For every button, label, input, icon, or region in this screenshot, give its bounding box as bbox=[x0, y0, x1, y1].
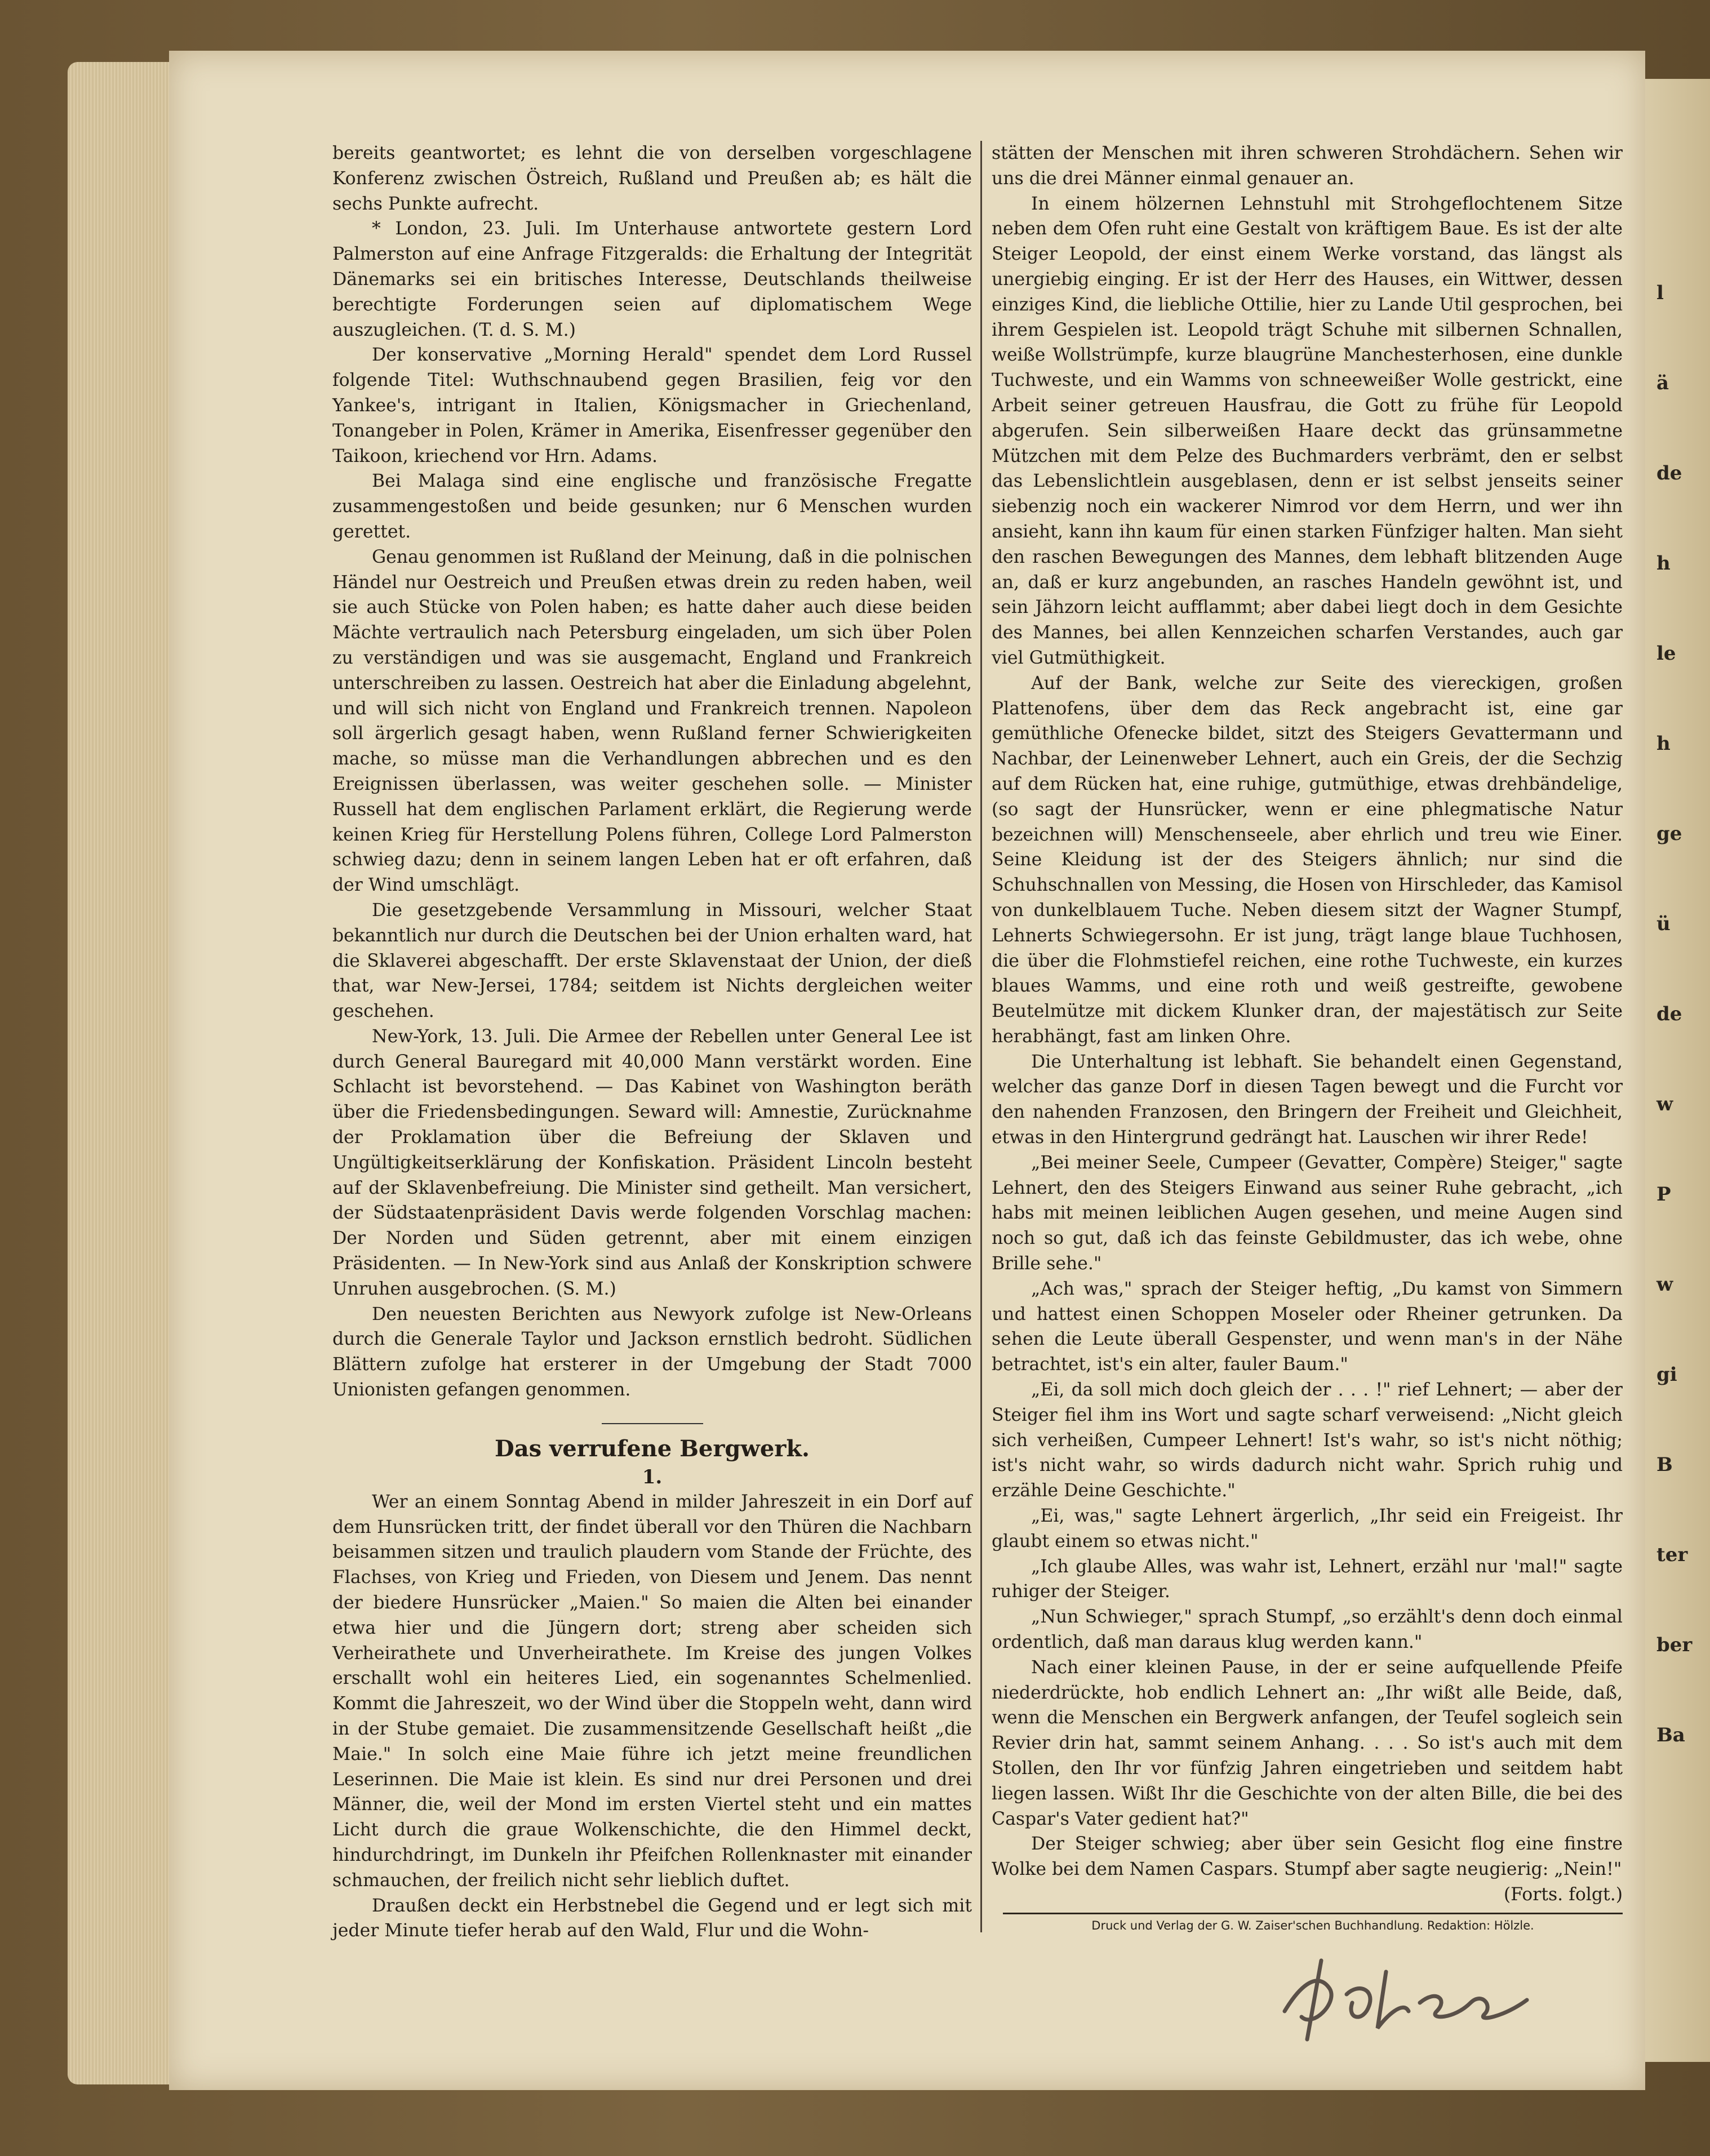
story-paragraph: Draußen deckt ein Herbstnebel die Gegend und er legt sich mit jeder Minute tiefer herab auf den Wald, Flur und die Wohn- bbox=[332, 1895, 972, 1941]
adjacent-page-fragment: h bbox=[1656, 732, 1671, 755]
news-paragraph: Den neuesten Berichten aus Newyork zufolge ist New-Orleans durch die Generale Taylor und Jackson ernstlich bedroht. Südlichen Blättern zufolge hat ersterer in der Umgebung der Stadt 7000 Unionisten gefangen genommen. bbox=[332, 1304, 972, 1401]
publisher-imprint: Druck und Verlag der G. W. Zaiser'schen Buchhandlung. Redaktion: Hölzle. bbox=[1003, 1913, 1623, 1932]
adjacent-page-text bbox=[1656, 282, 1707, 1972]
left-column bbox=[332, 141, 972, 1944]
adjacent-page-fragment: de bbox=[1656, 462, 1682, 484]
adjacent-page-fragment: Ba bbox=[1656, 1724, 1685, 1746]
adjacent-page-fragment: ä bbox=[1656, 372, 1669, 394]
news-paragraph: * London, 23. Juli. Im Unterhause antwortete gestern Lord Palmerston auf eine Anfrage Fitzgeralds: die Erhaltung der Integrität Dänemarks sei ein britisches Interesse, Deutschlands theilweise berechtigte Forderungen seien auf diplomatischem Wege auszugleichen. (T. d. S. M.) bbox=[332, 219, 972, 340]
adjacent-page-fragment: w bbox=[1656, 1093, 1673, 1115]
adjacent-page-fragment: ber bbox=[1656, 1634, 1693, 1656]
adjacent-page-fragment: ter bbox=[1656, 1544, 1688, 1566]
story-paragraph: Auf der Bank, welche zur Seite des viereckigen, großen Plattenofens, über dem das Reck angebracht ist, eine gar gemüthliche Ofenecke bildet, sitzt des Steigers Gevattermann und Nachbar, der Leinenweber Lehnert, auch ein Greis, der die Sechzig auf dem Rücken hat, eine ruhige, gutmüthige, etwas drehbändelige, (so sagt der Hunsrücker, wenn er eine phlegmatische Natur bezeichnen will) Menschenseele, aber ehrlich und treu wie Einer. Seine Kleidung ist der des Steigers ähnlich; nur sind die Schuhschnallen von Messing, die Hosen von Hirschleder, das Kamisol von dunkelblauem Tuche. Neben diesem sitzt der Wagner Stumpf, Lehnerts Schwiegersohn. Er ist jung, trägt lange blaue Tuchhosen, die über die Flohmstiefel reichen, eine rothe Tuchweste, ein kurzes blaues Wamms, und eine roth und weiß gestreifte, gewobene Beutelmütze mit dickem Klunker dran, der majestätisch zur Seite herabhängt, fast am linken Ohre. bbox=[992, 673, 1623, 1047]
story-paragraph: „Bei meiner Seele, Cumpeer (Gevatter, Compère) Steiger," sagte Lehnert, den des Steigers Einwand aus seiner Ruhe gebracht, „ich habs mit meinen leiblichen Augen gesehen, und meine Augen sind noch so gut, daß ich das feinste Gebildmuster, das ich webe, ohne Brille sehe." bbox=[992, 1152, 1623, 1274]
story-paragraph: „Ei, da soll mich doch gleich der . . . !" rief Lehnert; — aber der Steiger fiel ihm ins Wort und sagte scharf verweisend: „Nicht gleich sich verheißen, Cumpeer Lehnert! Ist's wahr, so ist's nicht nöthig; ist's nicht wahr, so wirds dadurch nicht wahr. Sprich ruhig und erzähle Deine Geschichte." bbox=[992, 1380, 1623, 1501]
adjacent-page-fragment: gi bbox=[1656, 1363, 1677, 1386]
column-rule bbox=[980, 141, 982, 1932]
adjacent-page-fragment: ge bbox=[1656, 823, 1682, 845]
adjacent-page-fragment: B bbox=[1656, 1453, 1673, 1476]
news-paragraph: Der konservative „Morning Herald" spendet dem Lord Russel folgende Titel: Wuthschnaubend gegen Brasilien, feig vor den Yankee's, intrigant in Italien, Königsmacher in Griechenland, Tonangeber in Polen, Krämer in Amerika, Eisenfresser gegenüber den Taikoon, kriechend vor Hrn. Adams. bbox=[332, 345, 972, 466]
right-column bbox=[992, 141, 1623, 1908]
story-paragraph: Die Unterhaltung ist lebhaft. Sie behandelt einen Gegenstand, welcher das ganze Dorf in diesen Tagen bewegt und die Furcht vor den nahenden Franzosen, den Bringern der Freiheit und Gleichheit, etwas in den Hintergrund gedrängt hat. Lauschen wir ihrer Rede! bbox=[992, 1051, 1623, 1148]
adjacent-page-fragment: h bbox=[1656, 552, 1671, 575]
chapter-number: 1. bbox=[642, 1465, 663, 1488]
story-paragraph: stätten der Menschen mit ihren schweren Strohdächern. Sehen wir uns die drei Männer einmal genauer an. bbox=[992, 143, 1623, 189]
story-paragraph: Wer an einem Sonntag Abend in milder Jahreszeit in ein Dorf auf dem Hunsrücken tritt, der findet überall vor den Thüren die Nachbarn beisammen sitzen und traulich plaudern vom Stande der Früchte, des Flachses, von Krieg und Frieden, von Diesem und Jenem. Das nennt der biedere Hunsrücker „Maien." So maien die Alten bei einander etwa hier und die Jüngern dort; streng aber scheiden sich Verheirathete und Unverheirathete. Im Kreise des jungen Volkes erschallt wohl ein heiteres Lied, ein sogenanntes Schelmenlied. Kommt die Jahreszeit, wo der Wind über die Stoppeln weht, dann wird in der Stube gemaiet. Die zusammensitzende Gesellschaft heißt „die Maie." In solch eine Maie führe ich jetzt meine freundlichen Leserinnen. Die Maie ist klein. Es sind nur drei Personen und drei Männer, die, weil der Mond im ersten Viertel steht und ein mattes Licht durch die graue Wolkenschichte, die den Himmel deckt, hindurchdringt, im Dunkeln ihr Pfeifchen Rollenknaster mit einander schmauchen, der freilich nicht sehr lieblich duftet. bbox=[332, 1491, 972, 1891]
adjacent-page-fragment: le bbox=[1656, 642, 1676, 665]
adjacent-page-fragment: w bbox=[1656, 1273, 1673, 1296]
handwritten-signature bbox=[1268, 1949, 1606, 2051]
story-paragraph: Der Steiger schwieg; aber über sein Gesicht flog eine finstre Wolke bei dem Namen Caspars. Stumpf aber sagte neugierig: „Nein!" bbox=[992, 1834, 1623, 1880]
story-paragraph: „Ich glaube Alles, was wahr ist, Lehnert, erzähl nur 'mal!" sagte ruhiger der Steiger. bbox=[992, 1556, 1623, 1602]
adjacent-page-fragment: l bbox=[1656, 282, 1664, 304]
news-paragraph: Die gesetzgebende Versammlung in Missouri, welcher Staat bekanntlich nur durch die Deutschen bei der Union erhalten ward, hat die Sklaverei abgeschafft. Der erste Sklavenstaat der Union, der dieß that, war New-Jersei, 1784; seitdem ist Nichts dergleichen weiter geschehen. bbox=[332, 900, 972, 1022]
story-paragraph: Nach einer kleinen Pause, in der er seine aufquellende Pfeife niederdrückte, hob endlich Lehnert an: „Ihr wißt alle Beide, daß, wenn die Menschen ein Bergwerk anfangen, der Teufel sogleich sein Revier drin hat, sammt seinem Anhang. . . . So ist's auch mit dem Stollen, den Ihr vor fünfzig Jahren eingetrieben und seitdem habt liegen lassen. Wißt Ihr die Geschichte von der alten Bille, die bei des Caspar's Vater gedient hat?" bbox=[992, 1657, 1623, 1829]
section-divider bbox=[602, 1423, 703, 1424]
news-paragraph: bereits geantwortet; es lehnt die von derselben vorgeschlagene Konferenz zwischen Östreich, Rußland und Preußen ab; es hält die sechs Punkte aufrecht. bbox=[332, 143, 972, 214]
story-paragraph: „Ei, was," sagte Lehnert ärgerlich, „Ihr seid ein Freigeist. Ihr glaubt einem so etwas nicht." bbox=[992, 1506, 1623, 1552]
story-paragraph: In einem hölzernen Lehnstuhl mit Strohgeflochtenem Sitze neben dem Ofen ruht eine Gestalt von kräftigem Baue. Es ist der alte Steiger Leopold, der einst einem Werke vorstand, das längst als unergiebig einging. Er ist der Herr des Hauses, ein Wittwer, dessen einziges Kind, die liebliche Ottilie, hier zu Lande Util gesprochen, bei ihrem Gespielen ist. Leopold trägt Schuhe mit silbernen Schnallen, weiße Wollstrümpfe, kurze blaugrüne Manchesterhosen, eine dunkle Tuchweste, und ein Wamms von schneeweißer Wolle gestrickt, eine Arbeit seiner getreuen Hausfrau, die Gott zu frühe für Leopold abgerufen. Sein silberweißen Haare deckt das grünsammetne Mützchen mit dem Pelze des Buchmarders verbrämt, den er selbst das Lebenslichtlein ausgeblasen, denn er ist selbst jenseits seiner siebenzig noch ein wackerer Nimrod vor dem Herrn, und wer ihn ansieht, kann ihn kaum für einen starken Fünfziger halten. Man sieht den raschen Bewegungen des Mannes, dem lebhaft blitzenden Auge an, daß er kurz angebunden, an rasches Handeln gewöhnt ist, und sein Jähzorn leicht aufflammt; aber dabei liegt doch in dem Gesichte des Mannes, bei allen Kennzeichen scharfen Verstandes, auch gar viel Gutmüthigkeit. bbox=[992, 193, 1623, 668]
story-headline: Das verrufene Bergwerk. bbox=[495, 1435, 810, 1462]
news-paragraph: New-York, 13. Juli. Die Armee der Rebellen unter General Lee ist durch General Bauregard mit 40,000 Mann verstärkt worden. Eine Schlacht ist bevorstehend. — Das Kabinet von Washington beräth über die Friedensbedingungen. Seward will: Amnestie, Zurücknahme der Proklamation über die Befreiung der Sklaven und Ungültigkeitserklärung der Konfiskation. Präsident Lincoln besteht auf der Sklavenbefreiung. Die Minister sind getheilt. Man versichert, der Südstaatenpräsident Davis werde folgenden Vorschlag machen: Der Norden und Süden getrennt, aber mit einem einzigen Präsidenten. — In New-York sind aus Anlaß der Konskription schwere Unruhen ausgebrochen. (S. M.) bbox=[332, 1026, 972, 1299]
news-paragraph: Genau genommen ist Rußland der Meinung, daß in die polnischen Händel nur Oestreich und Preußen etwas drein zu reden haben, weil sie auch Stücke von Polen haben; es hatte daher auch diese beiden Mächte vertraulich nach Petersburg eingeladen, um sich über Polen zu verständigen und was sie ausgemacht, England und Frankreich unterschreiben zu lassen. Oestreich hat aber die Einladung abgelehnt, und will sich nicht von England und Frankreich trennen. Napoleon soll ärgerlich gesagt haben, wenn Rußland ferner Schwierigkeiten mache, so müsse man die Verhandlungen abbrechen und es den Ereignissen überlassen, was weiter geschehen solle. — Minister Russell hat dem englischen Parlament erklärt, die Regierung werde keinen Krieg für Herstellung Polens führen, College Lord Palmerston schwieg dazu; denn in seinem langen Leben hat er oft erfahren, daß der Wind umschlägt. bbox=[332, 546, 972, 896]
story-paragraph: „Nun Schwieger," sprach Stumpf, „so erzählt's denn doch einmal ordentlich, daß man daraus klug werden kann." bbox=[992, 1607, 1623, 1653]
story-paragraph: „Ach was," sprach der Steiger heftig, „Du kamst von Simmern und hattest einen Schoppen Moseler oder Rheiner getrunken. Da sehen die Leute überall Gespenster, und wenn man's in der Nähe betrachtet, ist's ein alter, fauler Baum." bbox=[992, 1278, 1623, 1375]
adjacent-page-fragment: P bbox=[1656, 1183, 1671, 1206]
adjacent-page-fragment: de bbox=[1656, 1003, 1682, 1025]
adjacent-page-fragment: ü bbox=[1656, 913, 1671, 935]
continued-note: (Forts. folgt.) bbox=[1503, 1884, 1623, 1905]
news-paragraph: Bei Malaga sind eine englische und französische Fregatte zusammengestoßen und beide gesunken; nur 6 Menschen wurden gerettet. bbox=[332, 471, 972, 542]
